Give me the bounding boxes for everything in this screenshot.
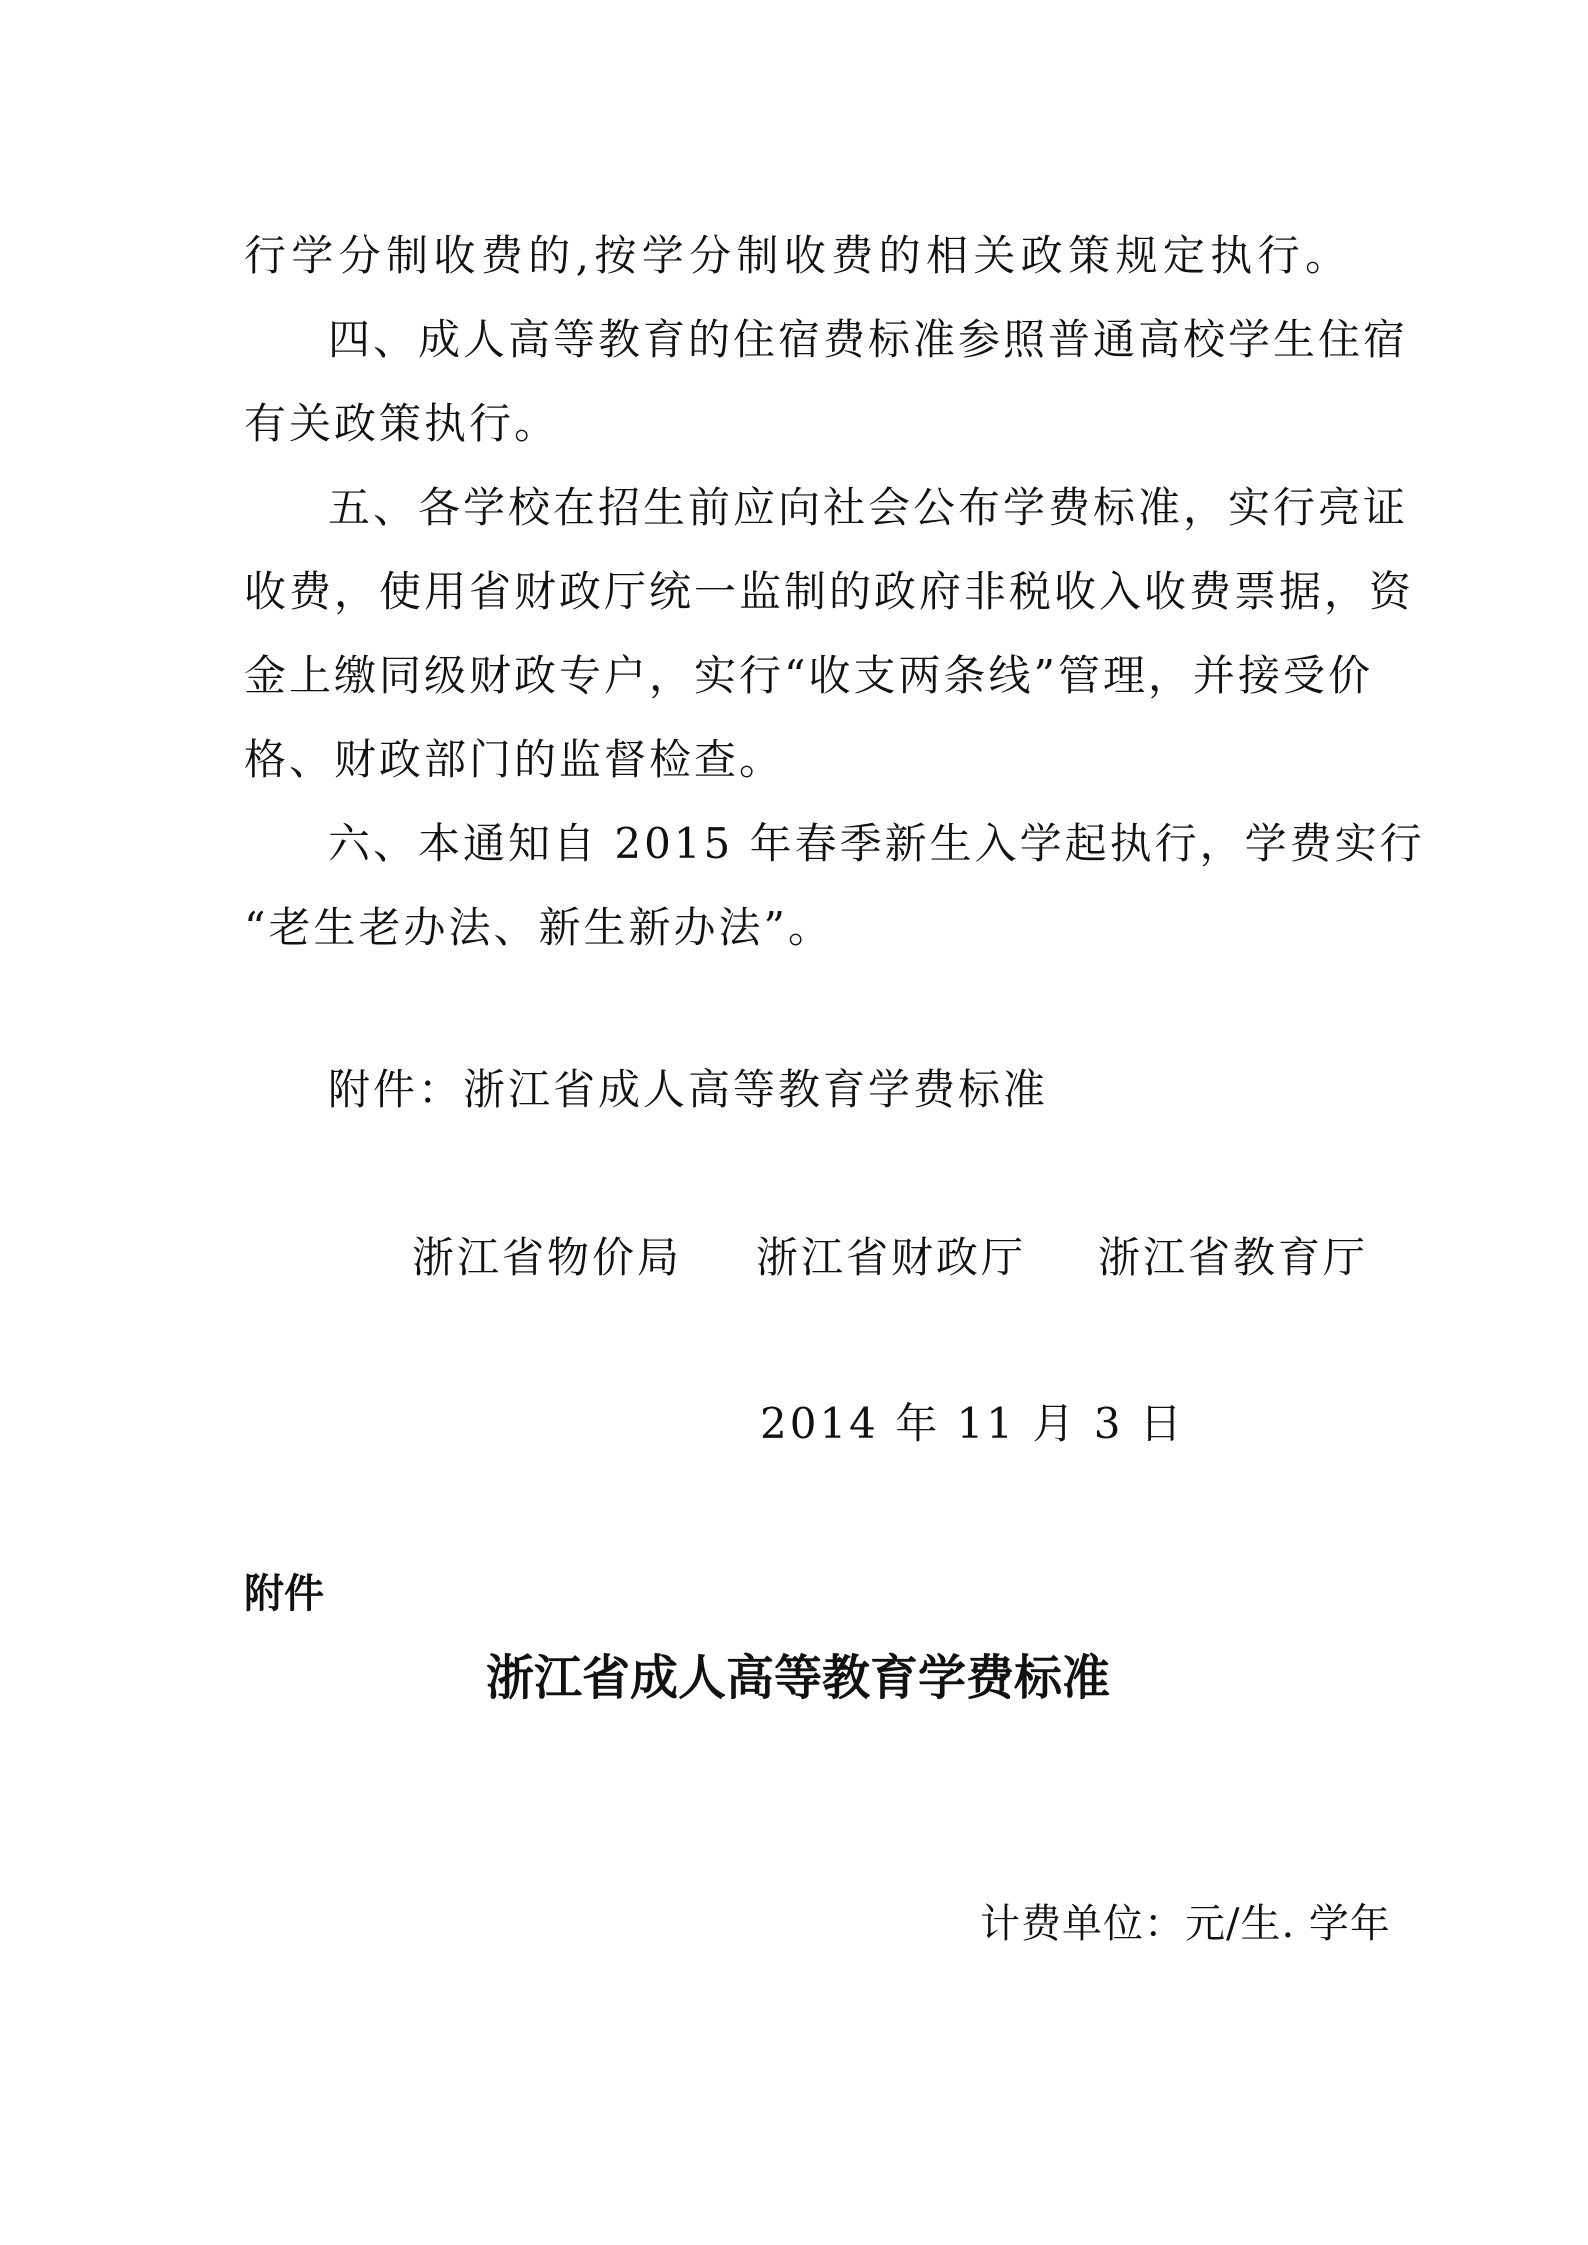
paragraph-line: 有关政策执行。 bbox=[244, 399, 560, 448]
paragraph-line: 金上缴同级财政专户，实行“收支两条线”管理，并接受价 bbox=[244, 651, 1373, 700]
paragraph-line: “老生老办法、新生新办法”。 bbox=[244, 903, 833, 952]
issue-date: 2014 年 11 月 3 日 bbox=[760, 1399, 1185, 1448]
attachment-title: 浙江省成人高等教育学费标准 bbox=[486, 1650, 1111, 1706]
paragraph-line: 收费，使用省财政厅统一监制的政府非税收入收费票据，资 bbox=[244, 567, 1415, 616]
paragraph-line: 行学分制收费的,按学分制收费的相关政策规定执行。 bbox=[244, 231, 1350, 280]
attachment-note: 附件：浙江省成人高等教育学费标准 bbox=[328, 1065, 1049, 1114]
signatory-education-dept: 浙江省教育厅 bbox=[1098, 1233, 1369, 1282]
paragraph-line: 格、财政部门的监督检查。 bbox=[244, 735, 785, 784]
paragraph-line: 六、本通知自 2015 年春季新生入学起执行，学费实行 bbox=[328, 819, 1425, 868]
fee-unit-note: 计费单位：元/生. 学年 bbox=[980, 1901, 1391, 1947]
paragraph-line: 四、成人高等教育的住宿费标准参照普通高校学生住宿 bbox=[328, 315, 1409, 364]
signatory-price-bureau: 浙江省物价局 bbox=[412, 1233, 683, 1282]
paragraph-line: 五、各学校在招生前应向社会公布学费标准，实行亮证 bbox=[328, 483, 1409, 532]
attachment-label: 附件 bbox=[244, 1571, 324, 1617]
signatory-finance-dept: 浙江省财政厅 bbox=[756, 1233, 1027, 1282]
